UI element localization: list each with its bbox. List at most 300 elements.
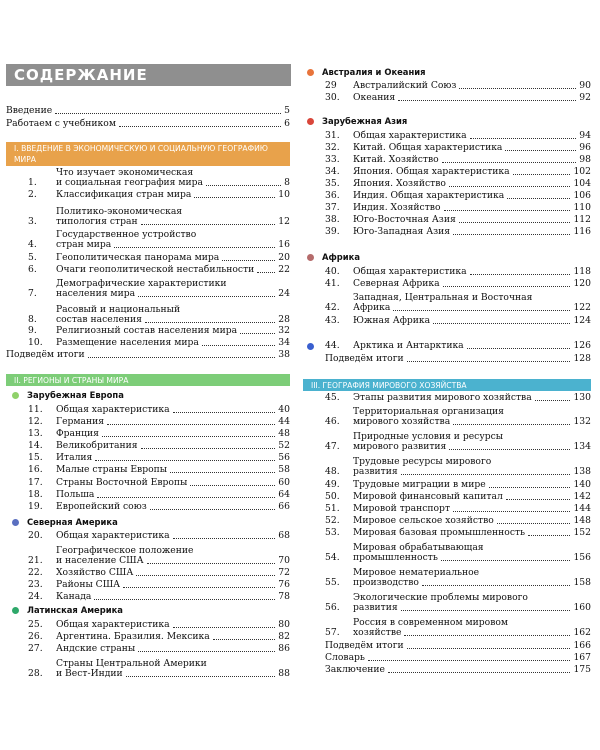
toc-entry-page: 94: [579, 130, 591, 141]
toc-entry-number: 30.: [325, 92, 340, 103]
toc-entry-title: Индия. Общая характеристика: [353, 190, 505, 201]
leader-dots: [102, 436, 275, 437]
toc-entry[interactable]: [6, 338, 290, 348]
toc-entry[interactable]: [6, 289, 290, 299]
toc-entry-number: 6.: [28, 264, 37, 275]
toc-entry[interactable]: [303, 279, 591, 289]
toc-entry-number: 33.: [325, 154, 340, 165]
toc-entry[interactable]: [303, 131, 591, 141]
toc-entry-number: 34.: [325, 166, 340, 177]
leader-dots: [119, 126, 281, 127]
toc-entry-number: 35.: [325, 178, 340, 189]
toc-entry[interactable]: [6, 178, 290, 188]
toc-entry[interactable]: [303, 81, 591, 91]
toc-entry-page: 90: [579, 80, 591, 91]
leader-dots: [443, 286, 571, 287]
page-title: СОДЕРЖАНИЕ: [6, 64, 291, 86]
region-heading-label: Зарубежная Азия: [322, 116, 408, 126]
toc-entry[interactable]: [303, 504, 591, 514]
toc-entry-title: Мировой транспорт: [353, 503, 451, 514]
toc-entry-number: 42.: [325, 302, 340, 313]
toc-entry-title: производство: [353, 577, 419, 588]
leader-dots: [489, 487, 571, 488]
leader-dots: [202, 345, 275, 346]
toc-entry[interactable]: [6, 669, 290, 679]
toc-entry-page: 116: [573, 226, 591, 237]
toc-entry-page: 76: [278, 579, 290, 590]
toc-entry[interactable]: [6, 490, 290, 500]
toc-entry-page: 80: [278, 619, 290, 630]
toc-entry-page: 152: [573, 527, 591, 538]
toc-entry-number: 18.: [28, 489, 43, 500]
bullet-icon: [12, 519, 19, 526]
toc-entry-number: 31.: [325, 130, 340, 141]
toc-entry[interactable]: [303, 341, 591, 351]
toc-entry-number: 16.: [28, 464, 43, 475]
region-heading: [12, 517, 118, 527]
toc-entry[interactable]: [6, 350, 290, 360]
toc-entry-title: Китай. Хозяйство: [353, 154, 439, 165]
toc-entry-page: 58: [278, 464, 290, 475]
toc-entry-title: Этапы развития мирового хозяйства: [353, 392, 532, 403]
toc-entry-number: 3.: [28, 216, 37, 227]
toc-entry-line1: Демографические характеристики: [56, 278, 227, 289]
toc-entry-title: Арктика и Антарктика: [353, 340, 464, 351]
toc-entry-page: 78: [278, 591, 290, 602]
toc-entry[interactable]: [6, 592, 290, 602]
region-heading: [307, 252, 360, 262]
toc-entry-number: 45.: [325, 392, 340, 403]
leader-dots: [449, 186, 571, 187]
toc-entry-number: 40.: [325, 266, 340, 277]
toc-entry-title: Хозяйство США: [56, 567, 134, 578]
leader-dots: [407, 361, 571, 362]
toc-entry[interactable]: [6, 315, 290, 325]
toc-entry-page: 48: [278, 428, 290, 439]
toc-entry-line1: Мировая обрабатывающая: [353, 542, 484, 553]
toc-entry-number: 55.: [325, 577, 340, 588]
leader-dots: [513, 174, 571, 175]
toc-entry-title: Япония. Общая характеристика: [353, 166, 510, 177]
leader-dots: [497, 523, 571, 524]
toc-entry-page: 175: [573, 664, 591, 675]
leader-dots: [453, 234, 570, 235]
toc-entry-title: населения мира: [56, 288, 136, 299]
toc-entry[interactable]: [6, 568, 290, 578]
toc-entry[interactable]: [303, 442, 591, 452]
toc-entry[interactable]: [6, 580, 290, 590]
toc-entry[interactable]: [6, 556, 290, 566]
toc-entry-number: 43.: [325, 315, 340, 326]
toc-entry-number: 46.: [325, 416, 340, 427]
toc-entry-number: 26.: [28, 631, 43, 642]
toc-entry-page: 112: [573, 214, 591, 225]
toc-entry-title: и Вест-Индии: [56, 668, 123, 679]
toc-entry[interactable]: [303, 417, 591, 427]
leader-dots: [398, 100, 576, 101]
leader-dots: [94, 599, 275, 600]
toc-entry-page: 86: [278, 643, 290, 654]
toc-entry-page: 70: [278, 555, 290, 566]
toc-entry[interactable]: [6, 106, 290, 116]
toc-entry[interactable]: [6, 465, 290, 475]
toc-entry[interactable]: [325, 665, 591, 675]
toc-entry[interactable]: [303, 227, 591, 237]
toc-entry-page: 64: [278, 489, 290, 500]
toc-entry[interactable]: [325, 354, 591, 364]
toc-entry-page: 166: [573, 640, 591, 651]
toc-entry-title: Китай. Общая характеристика: [353, 142, 503, 153]
toc-entry-line1: Государственное устройство: [56, 229, 197, 240]
toc-entry-number: 12.: [28, 416, 43, 427]
leader-dots: [407, 648, 571, 649]
toc-entry-title: Общая характеристика: [56, 404, 170, 415]
toc-entry-page: 12: [278, 216, 290, 227]
toc-entry[interactable]: [303, 553, 591, 563]
toc-entry-number: 52.: [325, 515, 340, 526]
toc-entry-number: 10.: [28, 337, 43, 348]
toc-entry-page: 16: [278, 239, 290, 250]
leader-dots: [145, 322, 275, 323]
toc-entry-number: 25.: [28, 619, 43, 630]
section-header: III. ГЕОГРАФИЯ МИРОВОГО ХОЗЯЙСТВА: [303, 379, 591, 391]
toc-entry[interactable]: [6, 644, 290, 654]
toc-entry-title: Европейский союз: [56, 501, 147, 512]
toc-entry-page: 128: [573, 353, 591, 364]
toc-entry-page: 66: [278, 501, 290, 512]
leader-dots: [505, 150, 576, 151]
toc-entry-title: Страны Восточной Европы: [56, 477, 188, 488]
toc-entry-page: 120: [573, 278, 591, 289]
leader-dots: [147, 563, 276, 564]
toc-entry-page: 132: [573, 416, 591, 427]
toc-entry-number: 27.: [28, 643, 43, 654]
toc-entry[interactable]: [6, 429, 290, 439]
toc-entry-page: 124: [573, 315, 591, 326]
toc-entry-number: 1.: [28, 177, 37, 188]
leader-dots: [107, 424, 275, 425]
toc-entry-title: хозяйстве: [353, 627, 402, 638]
leader-dots: [173, 627, 276, 628]
leader-dots: [88, 357, 276, 358]
leader-dots: [190, 485, 275, 486]
toc-entry-line1: Политико-экономическая: [56, 206, 183, 217]
toc-entry-number: 21.: [28, 555, 43, 566]
toc-entry-number: 38.: [325, 214, 340, 225]
toc-entry[interactable]: [6, 620, 290, 630]
toc-entry-line1: Природные условия и ресурсы: [353, 431, 504, 442]
toc-entry-title: Общая характеристика: [353, 266, 467, 277]
toc-entry-page: 134: [573, 441, 591, 452]
toc-entry[interactable]: [303, 393, 591, 403]
toc-entry-number: 9.: [28, 325, 37, 336]
region-heading: [307, 116, 407, 126]
leader-dots: [138, 296, 275, 297]
toc-entry-page: 40: [278, 404, 290, 415]
toc-entry-title: Италия: [56, 452, 93, 463]
toc-entry[interactable]: [303, 167, 591, 177]
toc-entry-page: 10: [278, 189, 290, 200]
leader-dots: [449, 449, 570, 450]
toc-entry[interactable]: [6, 632, 290, 642]
toc-entry[interactable]: [303, 303, 591, 313]
toc-entry[interactable]: [303, 316, 591, 326]
leader-dots: [393, 310, 570, 311]
leader-dots: [97, 497, 275, 498]
leader-dots: [173, 412, 276, 413]
toc-entry-line1: Западная, Центральная и Восточная: [353, 292, 533, 303]
toc-entry-page: 106: [573, 190, 591, 201]
toc-entry-page: 148: [573, 515, 591, 526]
toc-entry-line1: Россия в современном мировом: [353, 617, 509, 628]
toc-entry-line1: Трудовые ресурсы мирового: [353, 456, 492, 467]
toc-entry-number: 23.: [28, 579, 43, 590]
toc-entry[interactable]: [303, 480, 591, 490]
toc-entry[interactable]: [303, 143, 591, 153]
toc-entry[interactable]: [6, 326, 290, 336]
toc-entry-page: 28: [278, 314, 290, 325]
toc-entry-title: Заключение: [325, 664, 385, 675]
leader-dots: [95, 460, 275, 461]
toc-entry-number: 50.: [325, 491, 340, 502]
toc-entry-title: Австралийский Союз: [353, 80, 457, 91]
toc-entry[interactable]: [303, 578, 591, 588]
toc-entry-page: 88: [278, 668, 290, 679]
toc-entry-title: Африка: [353, 302, 391, 313]
toc-entry-number: 47.: [325, 441, 340, 452]
leader-dots: [506, 499, 571, 500]
toc-entry-page: 32: [278, 325, 290, 336]
leader-dots: [459, 88, 576, 89]
toc-entry[interactable]: [6, 405, 290, 415]
toc-entry[interactable]: [303, 603, 591, 613]
toc-entry-number: 15.: [28, 452, 43, 463]
toc-entry[interactable]: [6, 265, 290, 275]
leader-dots: [444, 210, 571, 211]
toc-entry-number: 53.: [325, 527, 340, 538]
toc-entry-title: Северная Африка: [353, 278, 440, 289]
toc-entry-number: 19.: [28, 501, 43, 512]
leader-dots: [150, 509, 276, 510]
toc-entry-page: 5: [284, 105, 290, 116]
leader-dots: [194, 197, 275, 198]
toc-entry-line1: Что изучает экономическая: [56, 167, 194, 178]
toc-entry-page: 167: [573, 652, 591, 663]
toc-entry-title: стран мира: [56, 239, 112, 250]
toc-entry-title: состав населения: [56, 314, 142, 325]
bullet-icon: [12, 392, 19, 399]
toc-entry-line1: Географическое положение: [56, 545, 194, 556]
toc-entry[interactable]: [303, 179, 591, 189]
toc-entry-page: 22: [278, 264, 290, 275]
toc-entry-line1: Территориальная организация: [353, 406, 504, 417]
toc-entry-title: Малые страны Европы: [56, 464, 168, 475]
toc-entry[interactable]: [6, 502, 290, 512]
toc-entry-title: Размещение населения мира: [56, 337, 199, 348]
toc-entry-title: Словарь: [325, 652, 365, 663]
bullet-icon: [307, 69, 314, 76]
bullet-icon: [307, 118, 314, 125]
toc-entry-page: 138: [573, 466, 591, 477]
toc-entry-page: 156: [573, 552, 591, 563]
leader-dots: [126, 676, 276, 677]
toc-entry-page: 52: [278, 440, 290, 451]
toc-entry-page: 98: [579, 154, 591, 165]
leader-dots: [136, 575, 275, 576]
leader-dots: [222, 260, 275, 261]
toc-entry-number: 20.: [28, 530, 43, 541]
toc-entry-title: Мировое сельское хозяйство: [353, 515, 494, 526]
toc-entry-title: Общая характеристика: [56, 530, 170, 541]
toc-entry-title: Океания: [353, 92, 396, 103]
leader-dots: [467, 348, 571, 349]
toc-entry[interactable]: [303, 467, 591, 477]
toc-entry[interactable]: [6, 453, 290, 463]
leader-dots: [470, 138, 577, 139]
toc-entry-title: развития: [353, 602, 398, 613]
toc-entry[interactable]: [303, 516, 591, 526]
toc-entry-number: 57.: [325, 627, 340, 638]
toc-entry-page: 68: [278, 530, 290, 541]
toc-entry[interactable]: [6, 217, 290, 227]
toc-entry-title: Великобритания: [56, 440, 138, 451]
leader-dots: [368, 660, 571, 661]
leader-dots: [507, 198, 570, 199]
toc-entry-page: 6: [284, 118, 290, 129]
toc-entry-title: и социальная география мира: [56, 177, 203, 188]
toc-entry-page: 110: [573, 202, 591, 213]
toc-entry-number: 24.: [28, 591, 43, 602]
toc-entry-page: 24: [278, 288, 290, 299]
toc-entry[interactable]: [6, 531, 290, 541]
toc-entry-line1: Страны Центральной Америки: [56, 658, 207, 669]
leader-dots: [213, 639, 276, 640]
toc-entry-line1: Расовый и национальный: [56, 304, 181, 315]
region-heading-label: Австралия и Океания: [322, 67, 426, 77]
toc-entry-number: 32.: [325, 142, 340, 153]
toc-entry[interactable]: [303, 215, 591, 225]
toc-entry-page: 60: [278, 477, 290, 488]
toc-entry-title: Индия. Хозяйство: [353, 202, 441, 213]
leader-dots: [141, 448, 276, 449]
leader-dots: [470, 274, 571, 275]
leader-dots: [388, 672, 570, 673]
toc-entry[interactable]: [6, 190, 290, 200]
toc-entry-number: 41.: [325, 278, 340, 289]
toc-entry[interactable]: [303, 93, 591, 103]
toc-entry[interactable]: [303, 492, 591, 502]
toc-entry-number: 28.: [28, 668, 43, 679]
toc-entry-page: 72: [278, 567, 290, 578]
toc-entry-page: 20: [278, 252, 290, 263]
toc-entry-page: 160: [573, 602, 591, 613]
leader-dots: [401, 474, 571, 475]
toc-entry-title: Франция: [56, 428, 99, 439]
toc-entry-title: Подведём итоги: [325, 353, 404, 364]
toc-entry[interactable]: [303, 528, 591, 538]
toc-entry[interactable]: [6, 478, 290, 488]
toc-entry-number: 2.: [28, 189, 37, 200]
toc-entry-number: 14.: [28, 440, 43, 451]
toc-entry-number: 17.: [28, 477, 43, 488]
leader-dots: [141, 224, 276, 225]
leader-dots: [453, 424, 570, 425]
toc-entry-number: 37.: [325, 202, 340, 213]
toc-entry-page: 162: [573, 627, 591, 638]
toc-entry-title: развития: [353, 466, 398, 477]
toc-entry-title: Геополитическая панорама мира: [56, 252, 220, 263]
bullet-icon: [307, 254, 314, 261]
toc-entry[interactable]: [325, 653, 591, 663]
toc-entry-page: 130: [573, 392, 591, 403]
toc-entry[interactable]: [6, 253, 290, 263]
toc-entry-page: 34: [278, 337, 290, 348]
toc-entry-title: Общая характеристика: [56, 619, 170, 630]
toc-entry[interactable]: [6, 119, 290, 129]
region-heading-label: Африка: [322, 252, 360, 262]
toc-entry[interactable]: [303, 155, 591, 165]
section-header: I. ВВЕДЕНИЕ В ЭКОНОМИЧЕСКУЮ И СОЦИАЛЬНУЮ ГЕОГРАФИЮ МИРА: [6, 142, 290, 166]
region-heading-label: Северная Америка: [27, 517, 118, 527]
toc-entry-title: Германия: [56, 416, 105, 427]
toc-entry-number: 51.: [325, 503, 340, 514]
toc-entry[interactable]: [325, 641, 591, 651]
toc-entry-page: 118: [573, 266, 591, 277]
toc-entry-page: 140: [573, 479, 591, 490]
leader-dots: [535, 400, 571, 401]
toc-entry[interactable]: [6, 240, 290, 250]
toc-entry-title: промышленность: [353, 552, 438, 563]
toc-entry[interactable]: [303, 628, 591, 638]
toc-entry-title: Общая характеристика: [353, 130, 467, 141]
toc-entry-number: 44.: [325, 340, 340, 351]
leader-dots: [442, 162, 577, 163]
leader-dots: [114, 247, 275, 248]
section-header: II. РЕГИОНЫ И СТРАНЫ МИРА: [6, 374, 290, 386]
leader-dots: [170, 472, 275, 473]
leader-dots: [173, 538, 276, 539]
toc-entry-page: 158: [573, 577, 591, 588]
leader-dots: [55, 113, 281, 114]
toc-entry-title: Религиозный состав населения мира: [56, 325, 238, 336]
toc-entry-number: 7.: [28, 288, 37, 299]
leader-dots: [404, 635, 570, 636]
region-heading: [307, 67, 426, 77]
toc-entry-title: типология стран: [56, 216, 138, 227]
toc-entry-title: Мировая базовая промышленность: [353, 527, 526, 538]
toc-entry-title: Юго-Восточная Азия: [353, 214, 456, 225]
toc-entry-title: Классификация стран мира: [56, 189, 192, 200]
toc-entry-number: 13.: [28, 428, 43, 439]
leader-dots: [401, 610, 571, 611]
toc-entry-number: 49.: [325, 479, 340, 490]
toc-entry-line1: Экологические проблемы мирового: [353, 592, 528, 603]
toc-entry-title: Подведём итоги: [325, 640, 404, 651]
toc-entry[interactable]: [6, 417, 290, 427]
toc-entry-title: Канада: [56, 591, 92, 602]
toc-entry-page: 126: [573, 340, 591, 351]
toc-entry-title: Работаем с учебником: [6, 118, 116, 129]
toc-entry-title: Подведём итоги: [6, 349, 85, 360]
leader-dots: [459, 222, 571, 223]
toc-entry[interactable]: [6, 441, 290, 451]
toc-entry-page: 38: [278, 349, 290, 360]
toc-entry[interactable]: [303, 191, 591, 201]
toc-entry[interactable]: [303, 267, 591, 277]
toc-entry-title: Юго-Западная Азия: [353, 226, 451, 237]
toc-entry[interactable]: [303, 203, 591, 213]
bullet-icon: [12, 607, 19, 614]
